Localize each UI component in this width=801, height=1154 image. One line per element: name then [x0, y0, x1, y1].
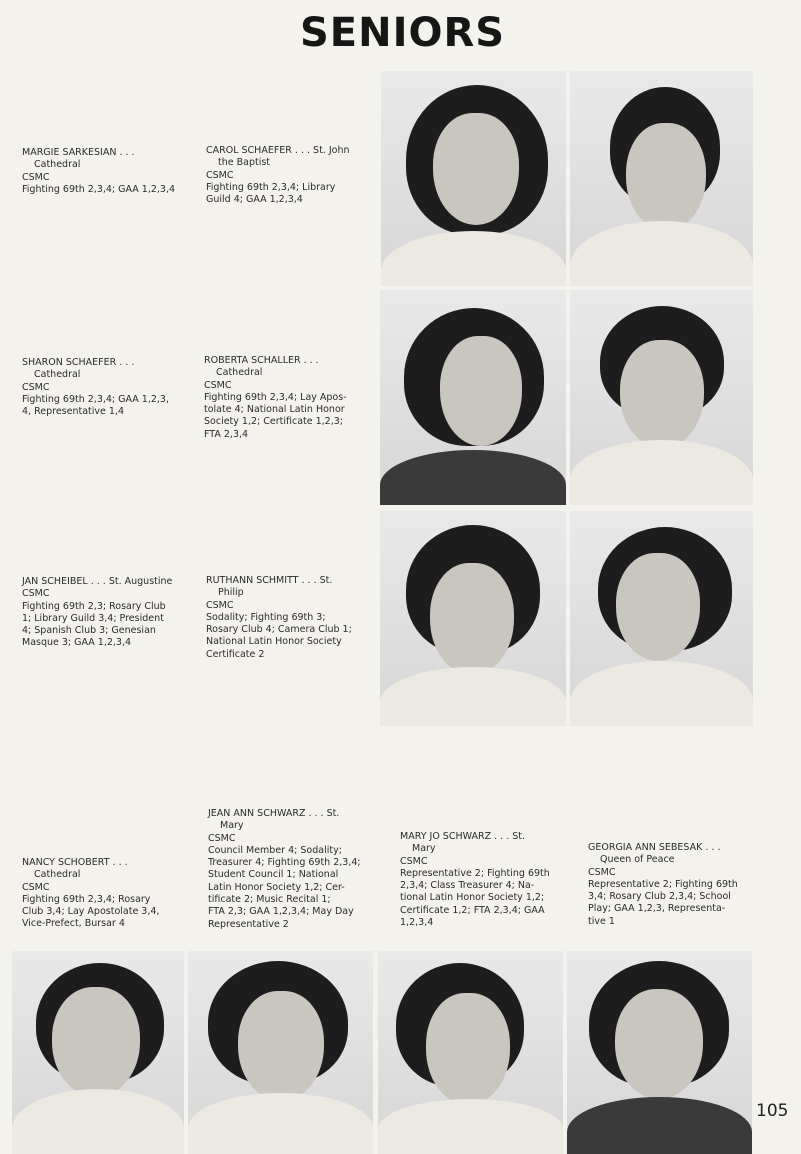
student-school: CSMC [206, 169, 234, 181]
student-name: MARGIE SARKESIAN . . . [22, 147, 135, 158]
student-parish: Mary [412, 843, 436, 855]
student-activities: 1,2,3,4 [400, 917, 434, 929]
student-parish: Cathedral [34, 369, 81, 381]
student-parish: Queen of Peace [600, 854, 675, 866]
student-parish: Cathedral [34, 159, 81, 171]
student-bio-schmitt [206, 575, 364, 661]
student-bio-schobert [22, 857, 178, 931]
student-activities: Fighting 69th 2,3,4; Rosary [22, 893, 151, 905]
portrait-photo-schobert [12, 951, 184, 1154]
student-activities: Fighting 69th 2,3,4; Library [206, 181, 336, 193]
student-activities: Sodality; Fighting 69th 3; [206, 611, 326, 623]
student-school: CSMC [400, 855, 428, 867]
student-activities: 1; Library Guild 3,4; President [22, 612, 164, 624]
student-school: CSMC [22, 588, 50, 600]
student-activities: Representative 2; Fighting 69th [400, 867, 550, 879]
student-activities: Certificate 1,2; FTA 2,3,4; GAA [400, 904, 545, 916]
student-bio-jean-ann-schwarz [208, 808, 364, 931]
student-school: CSMC [22, 881, 50, 893]
student-bio-mary-jo-schwarz [400, 831, 558, 929]
student-parish: Philip [218, 587, 244, 599]
portrait-photo-scheibel [380, 511, 566, 726]
student-parish: the Baptist [218, 157, 271, 169]
student-activities: Fighting 69th 2,3; Rosary Club [22, 600, 166, 612]
student-activities: Society 1,2; Certificate 1,2,3; [204, 416, 343, 428]
portrait-photo-schaller [570, 290, 753, 505]
student-activities: Masque 3; GAA 1,2,3,4 [22, 637, 132, 649]
student-activities: 4, Representative 1,4 [22, 406, 124, 418]
student-activities: Representative 2; Fighting 69th [588, 878, 738, 890]
student-activities: Guild 4; GAA 1,2,3,4 [206, 194, 303, 206]
student-school: CSMC [204, 379, 232, 391]
page-number: 105 [756, 1101, 789, 1121]
student-school: CSMC [22, 171, 50, 183]
student-activities: tolate 4; National Latin Honor [204, 404, 345, 416]
student-activities: Certificate 2 [206, 648, 265, 660]
student-name: ROBERTA SCHALLER . . . [204, 355, 319, 366]
student-activities: Play; GAA 1,2,3, Representa- [588, 903, 726, 915]
student-activities: 4; Spanish Club 3; Genesian [22, 625, 156, 637]
portrait-photo-mary-jo-schwarz [378, 951, 563, 1154]
portrait-photo-sarkesian [381, 71, 566, 286]
student-parish: Mary [220, 820, 244, 832]
student-name: JEAN ANN SCHWARZ . . . St. [208, 808, 340, 819]
student-activities: tificate 2; Music Recital 1; [208, 894, 331, 906]
student-school: CSMC [208, 832, 236, 844]
student-activities: Rosary Club 4; Camera Club 1; [206, 624, 352, 636]
student-activities: 3,4; Rosary Club 2,3,4; School [588, 891, 731, 903]
student-activities: Fighting 69th 2,3,4; GAA 1,2,3,4 [22, 183, 176, 195]
student-bio-sharon-schaefer [22, 357, 182, 418]
portrait-photo-sharon-schaefer [380, 290, 566, 505]
student-activities: Council Member 4; Sodality; [208, 844, 342, 856]
student-name: GEORGIA ANN SEBESAK . . . [588, 842, 721, 853]
page-title: SENIORS [300, 10, 506, 56]
student-activities: Fighting 69th 2,3,4; GAA 1,2,3, [22, 393, 169, 405]
student-activities: Club 3,4; Lay Apostolate 3,4, [22, 906, 160, 918]
portrait-photo-jean-ann-schwarz [188, 951, 373, 1154]
student-school: CSMC [588, 866, 616, 878]
student-parish: Cathedral [216, 367, 263, 379]
student-name: MARY JO SCHWARZ . . . St. [400, 831, 526, 842]
student-name: CAROL SCHAEFER . . . St. John [206, 145, 350, 156]
portrait-photo-sebesak [567, 951, 752, 1154]
portrait-photo-carol-schaefer [570, 71, 753, 286]
student-activities: tive 1 [588, 915, 615, 927]
student-parish: Cathedral [34, 869, 81, 881]
portrait-photo-schmitt [570, 511, 753, 726]
student-name: RUTHANN SCHMITT . . . St. [206, 575, 333, 586]
student-activities: 2,3,4; Class Treasurer 4; Na- [400, 880, 535, 892]
student-activities: Student Council 1; National [208, 869, 339, 881]
student-school: CSMC [206, 599, 234, 611]
student-activities: Representative 2 [208, 918, 289, 930]
student-activities: National Latin Honor Society [206, 636, 342, 648]
student-bio-sebesak [588, 842, 746, 928]
student-activities: FTA 2,3; GAA 1,2,3,4; May Day [208, 906, 354, 918]
student-bio-scheibel [22, 576, 177, 650]
student-activities: FTA 2,3,4 [204, 428, 249, 440]
student-name: JAN SCHEIBEL . . . St. Augustine [22, 576, 173, 587]
student-activities: Latin Honor Society 1,2; Cer- [208, 881, 345, 893]
student-activities: Treasurer 4; Fighting 69th 2,3,4; [208, 857, 361, 869]
student-bio-carol-schaefer [206, 145, 361, 206]
student-name: SHARON SCHAEFER . . . [22, 357, 135, 368]
student-name: NANCY SCHOBERT . . . [22, 857, 128, 868]
student-bio-schaller [204, 355, 362, 441]
student-activities: tional Latin Honor Society 1,2; [400, 892, 545, 904]
student-school: CSMC [22, 381, 50, 393]
student-activities: Fighting 69th 2,3,4; Lay Apos- [204, 391, 347, 403]
student-activities: Vice-Prefect, Bursar 4 [22, 918, 125, 930]
student-bio-sarkesian [22, 147, 182, 196]
